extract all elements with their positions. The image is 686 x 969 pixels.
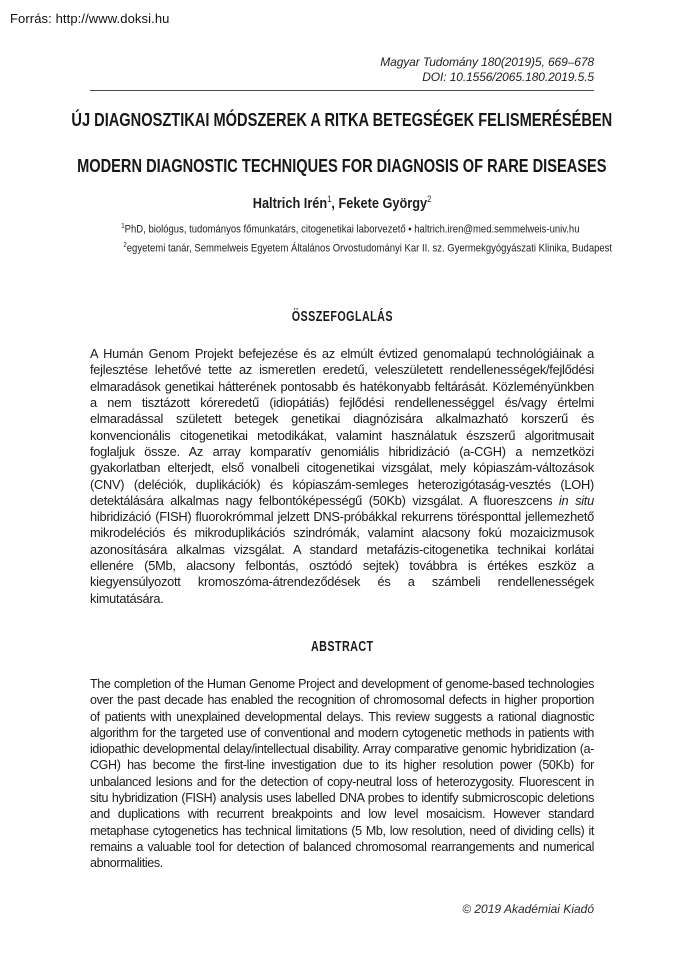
author-name-2: Fekete György [338, 195, 428, 212]
header-rule [90, 90, 594, 91]
section-heading-abstract [90, 639, 594, 655]
abstract-heading-text: ABSTRACT [310, 638, 374, 655]
copyright-line: © 2019 Akadémiai Kiadó [462, 901, 594, 916]
source-watermark: Forrás: http://www.doksi.hu [10, 11, 170, 26]
affiliation-1 [90, 219, 594, 238]
author-separator: , [331, 195, 339, 212]
affiliation-1-sup: 1 [121, 223, 125, 230]
journal-citation: Magyar Tudomány 180(2019)5, 669–678 [380, 55, 594, 69]
author-name-1: Haltrich Irén [252, 195, 328, 212]
hu-abstract-italic-in-situ: in situ [558, 492, 594, 508]
title-english: MODERN DIAGNOSTIC TECHNIQUES FOR DIAGNOSIS OF RARE DISEASES [77, 155, 607, 176]
doi-line: DOI: 10.1556/2065.180.2019.5.5 [422, 70, 594, 84]
section-heading-osszefoglalas [90, 309, 594, 325]
journal-meta [90, 55, 594, 85]
hu-abstract-part1: A Humán Genom Projekt befejezése és az elmúlt évtized genomalapú technológiáinak a fejlesztése lehetővé tette az ismeretlen eredetű, veleszületett rendellenességek/fejlődési elmaradások genetikai hátterének pontosabb és hatékonyabb feltárását. Közleményünkben a nem tisztázott kóreredetű (idiopátiás) fejlődési rendellenességgel és/vagy értelmi elmaradással született betegek genetikai diagnózisára alkalmazható korszerű és konvencionális citogenetikai metodikákat, valamint használatuk észszerű algoritmusait foglaljuk össze. Az array komparatív genomiális hibridizáció (a-CGH) a nemzetközi gyakorlatban elterjedt, első vonalbeli citogenetikai vizsgálat, mely kópiaszám-változások (CNV) (deléciók, duplikációk) és kópiaszám-semleges heterozigótaság-vesztés (LOH) detektálására alkalmas nagy felbontóképességű (50Kb) vizsgálat. A fluoreszcens [90, 346, 594, 508]
affiliation-1-text: PhD, biológus, tudományos főmunkatárs, citogenetikai laborvezető • haltrich.iren@med.semmelweis-univ.hu [124, 223, 580, 236]
affiliation-2 [90, 238, 613, 257]
affiliation-2-text: egyetemi tanár, Semmelweis Egyetem Általános Orvostudományi Kar II. sz. Gyermekgyógyászati Klinika, Budapest [126, 242, 613, 255]
author-sup-1: 1 [327, 194, 332, 204]
author-sup-2: 2 [427, 194, 432, 204]
affiliations [90, 219, 613, 256]
page-content [71, 0, 613, 916]
authors-line [90, 194, 594, 212]
hu-abstract-part2: hibridizáció (FISH) fluorokrómmal jelzett DNS-próbákkal rekurrens törésponttal jellemezhető mikrodeléciós és mikroduplikációs szindrómák, valamint alacsony fokú mozaicizmusok azonosítására alkalmas vizsgálat. A standard metafázis-citogenetika technikai korlátai ellenére (5Mb, alacsony felbontás, osztódó sejtek) továbbra is értékes eszköz a kiegyensúlyozott kromoszóma-átrendeződések és a számbeli rendellenességek kimutatására. [90, 509, 594, 606]
title-hungarian: ÚJ DIAGNOSZTIKAI MÓDSZEREK A RITKA BETEGSÉGEK FELISMERÉSÉBEN [71, 109, 613, 130]
osszefoglalas-heading-text: ÖSSZEFOGLALÁS [291, 309, 393, 326]
affiliation-2-sup: 2 [123, 241, 127, 249]
english-abstract-paragraph: The completion of the Human Genome Project and development of genome-based technologies over the past decade has enabled the recognition of chromosomal defects in higher proportion of patients with unexplained developmental delays. This review suggests a rational diagnostic algorithm for the targeted use of conventional and modern cytogenetic methods in patients with idiopathic developmental delay/intellectual disability. Array comparative genomic hybridization (a-CGH) has become the first-line investigation due to its higher resolution power (50Kb) for unbalanced lesions and for the detection of copy-neutral loss of heterozygosity. Fluorescent in situ hybridization (FISH) analysis uses labelled DNA probes to identify submicroscopic deletions and duplications with recurrent breakpoints and low level mosaicism. However standard metaphase cytogenetics has technical limitations (5 Mb, low resolution, need of dividing cells) it remains a valuable tool for detection of balanced chromosomal rearrangements and numerical abnormalities. [90, 676, 594, 871]
hungarian-abstract-paragraph [90, 346, 594, 607]
